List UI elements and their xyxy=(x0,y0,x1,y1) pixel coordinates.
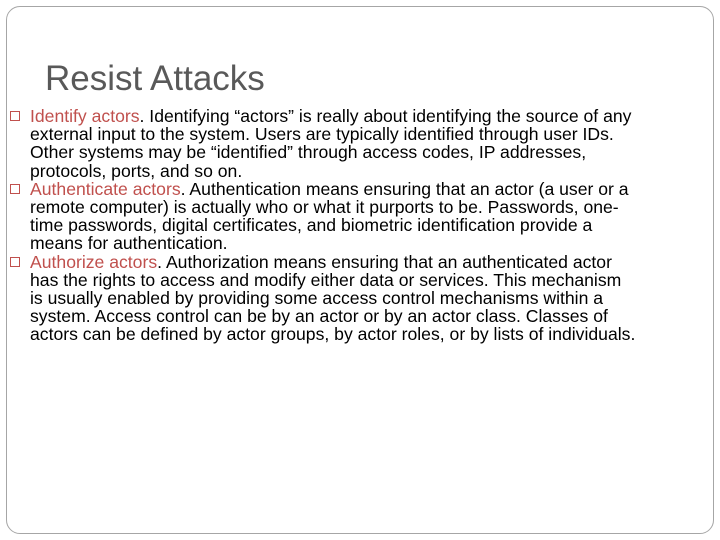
slide-title: Resist Attacks xyxy=(45,59,265,98)
bullet-identify-actors xyxy=(10,107,716,180)
bullet-line: remote computer) is actually who or what it purports to be. Passwords, one- xyxy=(30,197,619,218)
square-bullet-icon xyxy=(10,184,20,194)
bullet-lead: Authenticate actors xyxy=(30,178,181,199)
bullet-line xyxy=(30,253,716,271)
bullet-text: . Authorization means ensuring that an authenticated actor xyxy=(157,251,612,272)
bullet-lead: Identify actors xyxy=(30,106,140,126)
bullet-line: protocols, ports, and so on. xyxy=(30,160,243,181)
square-bullet-icon xyxy=(10,111,20,121)
bullet-line: means for authentication. xyxy=(30,233,228,254)
square-bullet-icon xyxy=(10,257,20,267)
bullet-text: . Authentication means ensuring that an actor (a user or a xyxy=(180,178,629,199)
bullet-authenticate-actors xyxy=(10,180,716,253)
bullet-line: is usually enabled by providing some access control mechanisms within a xyxy=(30,288,604,309)
bullet-line: has the rights to access and modify either data or services. This mechanism xyxy=(30,269,622,290)
bullet-text: . Identifying “actors” is really about identifying the source of any xyxy=(139,106,632,126)
bullet-line: external input to the system. Users are typically identified through user IDs. xyxy=(30,124,614,145)
bullet-line: system. Access control can be by an actor or by an actor class. Classes of xyxy=(30,306,608,327)
bullet-list xyxy=(10,107,716,344)
bullet-line: time passwords, digital certificates, and biometric identification provide a xyxy=(30,215,593,236)
bullet-line: actors can be defined by actor groups, by actor roles, or by lists of individuals. xyxy=(30,324,636,345)
bullet-lead: Authorize actors xyxy=(30,251,158,272)
bullet-authorize-actors xyxy=(10,253,716,344)
bullet-line xyxy=(30,180,716,198)
bullet-line: Other systems may be “identified” through access codes, IP addresses, xyxy=(30,142,587,163)
bullet-line xyxy=(30,107,716,125)
